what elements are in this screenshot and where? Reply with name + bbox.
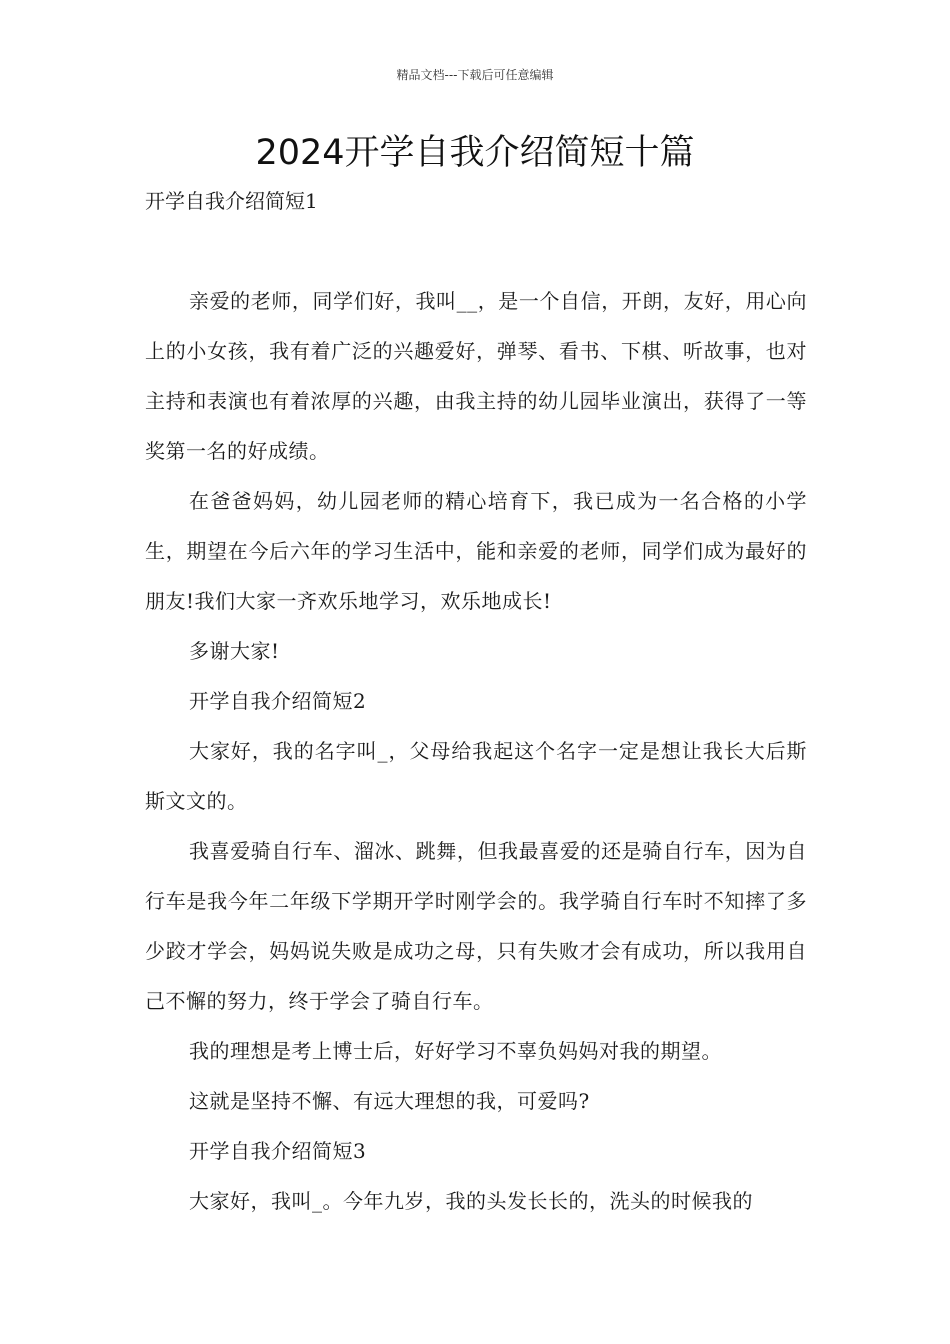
paragraph: 大家好，我的名字叫_，父母给我起这个名字一定是想让我长大后斯斯文文的。	[145, 739, 807, 813]
paragraph: 这就是坚持不懈、有远大理想的我，可爱吗?	[189, 1089, 590, 1113]
document-title: 2024开学自我介绍简短十篇	[255, 133, 695, 173]
paragraph: 亲爱的老师，同学们好，我叫__，是一个自信，开朗，友好，用心向上的小女孩，我有着广泛的兴趣爱好，弹琴、看书、下棋、听故事，也对主持和表演也有着浓厚的兴趣，由我主持的幼儿园毕业演出，获得了一等奖第一名的好成绩。	[145, 289, 807, 463]
paragraph: 我的理想是考上博士后，好好学习不辜负妈妈对我的期望。	[189, 1039, 722, 1063]
section-heading-2: 开学自我介绍简短2	[189, 689, 367, 713]
section-heading-3: 开学自我介绍简短3	[189, 1139, 367, 1163]
header-note: 精品文档---下载后可任意编辑	[396, 68, 554, 82]
paragraph: 我喜爱骑自行车、溜冰、跳舞，但我最喜爱的还是骑自行车，因为自行车是我今年二年级下学期开学时刚学会的。我学骑自行车时不知摔了多少跤才学会，妈妈说失败是成功之母，只有失败才会有成功，所以我用自己不懈的努力，终于学会了骑自行车。	[145, 839, 807, 1013]
paragraph: 在爸爸妈妈，幼儿园老师的精心培育下，我已成为一名合格的小学生，期望在今后六年的学习生活中，能和亲爱的老师，同学们成为最好的朋友!我们大家一齐欢乐地学习，欢乐地成长!	[145, 489, 807, 613]
paragraph: 多谢大家!	[189, 639, 280, 663]
document-body	[145, 276, 807, 1226]
paragraph: 大家好，我叫_。今年九岁，我的头发长长的，洗头的时候我的	[189, 1189, 753, 1213]
section-heading-1: 开学自我介绍简短1	[145, 189, 318, 213]
